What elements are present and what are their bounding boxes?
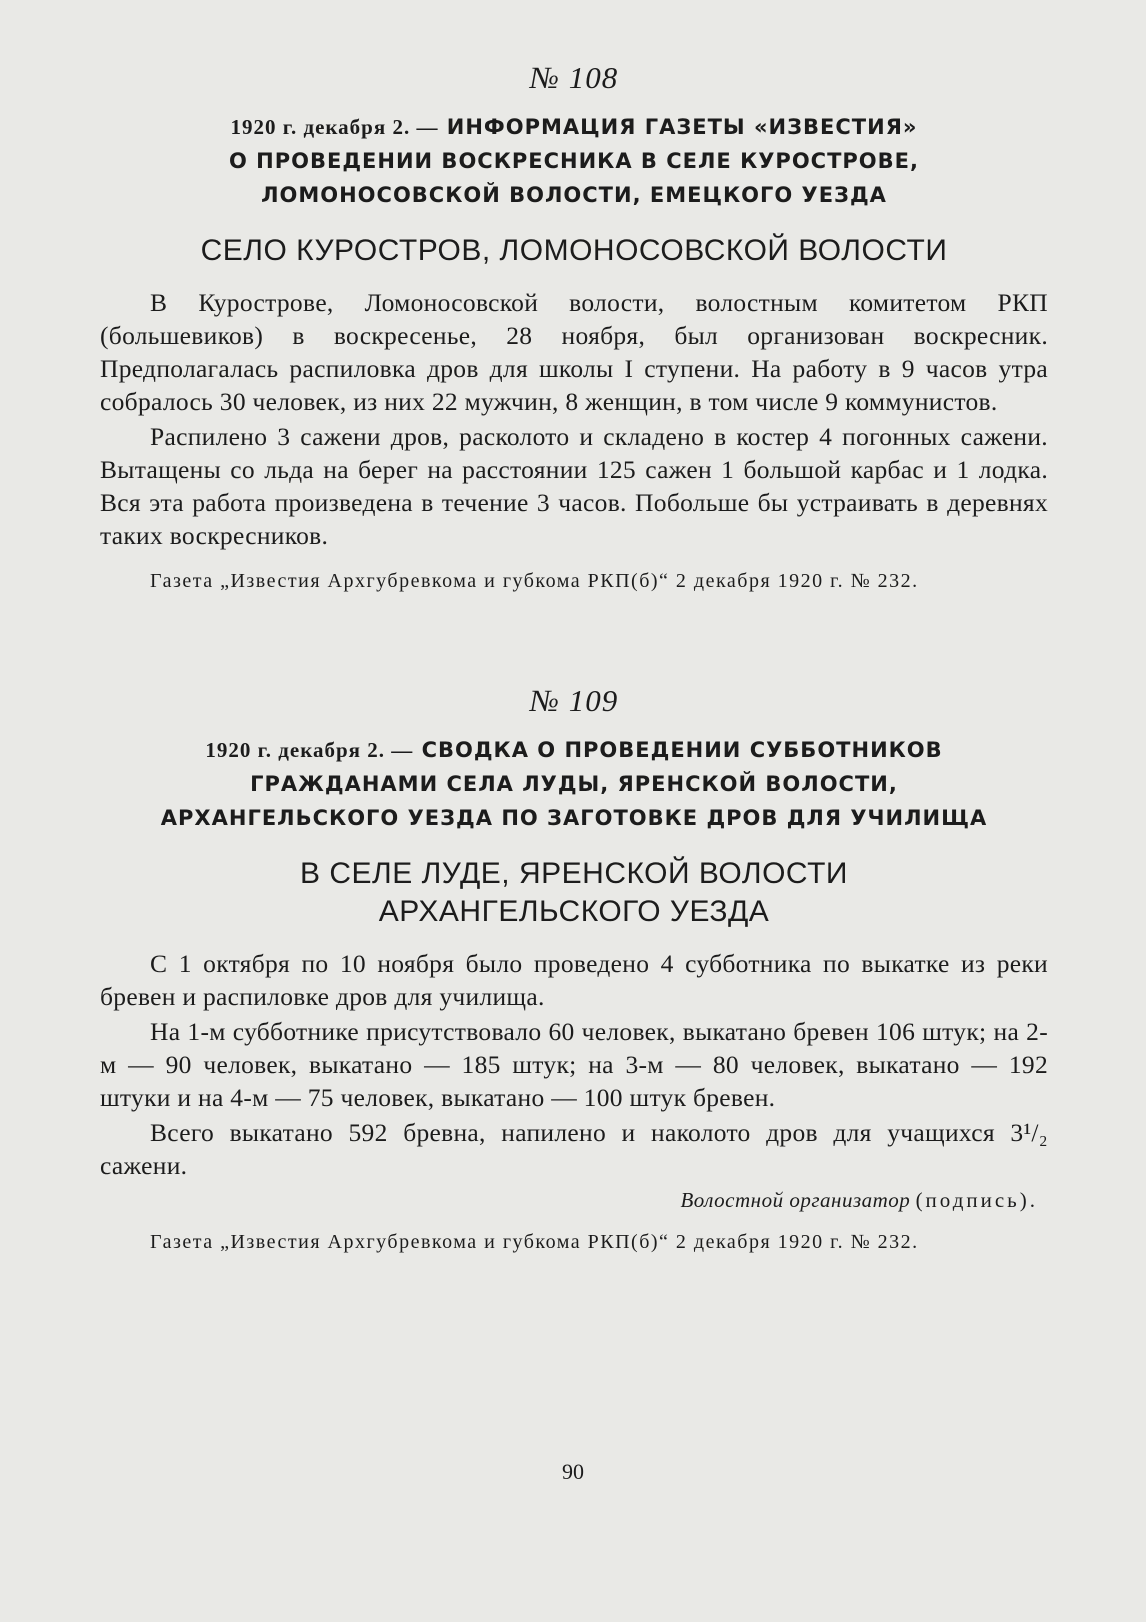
document-number: № 108 — [529, 60, 619, 95]
paragraph: Всего выкатано 592 бревна, напилено и наколото дров для учащихся 3¹/₂ сажени. — [100, 1118, 1048, 1180]
heading-line: ИНФОРМАЦИЯ ГАЗЕТЫ «ИЗВЕСТИЯ» — [446, 115, 918, 139]
paragraph: С 1 октября по 10 ноября было проведено 4 субботника по выкатке из реки бревен и распиловке дров для училища. — [100, 949, 1048, 1011]
heading-line: АРХАНГЕЛЬСКОГО УЕЗДА ПО ЗАГОТОВКЕ ДРОВ ДЛЯ УЧИЛИЩА — [160, 806, 988, 830]
page-number: 90 — [562, 1459, 584, 1484]
article-title-line: АРХАНГЕЛЬСКОГО УЕЗДА — [378, 895, 770, 928]
document-page — [100, 60, 1048, 1256]
signature-note: (подпись). — [915, 1188, 1038, 1212]
heading-line: СВОДКА О ПРОВЕДЕНИИ СУББОТНИКОВ — [421, 738, 943, 762]
heading-date: 1920 г. декабря 2. — — [230, 115, 439, 139]
document-number: № 109 — [529, 683, 619, 718]
document-109 — [100, 683, 1048, 1256]
document-108 — [100, 60, 1048, 595]
paragraph: На 1-м субботнике присутствовало 60 человек, выкатано бревен 106 штук; на 2-м — 90 человек, выкатано — 185 штук; на 3-м — 80 человек, выкатано — 192 штуки и на 4-м — 75 человек, выкатано — 100 штук бревен. — [100, 1017, 1048, 1112]
document-heading — [100, 110, 1048, 212]
source-citation: Газета „Известия Архгубревкома и губкома РКП(б)“ 2 декабря 1920 г. № 232. — [150, 570, 919, 592]
heading-line: ЛОМОНОСОВСКОЙ ВОЛОСТИ, ЕМЕЦКОГО УЕЗДА — [261, 183, 887, 207]
article-title: СЕЛО КУРОСТРОВ, ЛОМОНОСОВСКОЙ ВОЛОСТИ — [200, 234, 948, 267]
source-citation: Газета „Известия Архгубревкома и губкома РКП(б)“ 2 декабря 1920 г. № 232. — [150, 1231, 919, 1253]
heading-date: 1920 г. декабря 2. — — [205, 738, 414, 762]
document-heading — [100, 733, 1048, 835]
signature — [100, 1188, 1048, 1213]
section-separator — [100, 595, 1048, 683]
paragraph: Распилено 3 сажени дров, расколото и складено в костер 4 погонных сажени. Вытащены со льда на берег на расстоянии 125 сажен 1 большой карбас и 1 лодка. Вся эта работа произведена в течение 3 часов. Побольше бы устраивать в деревнях таких воскресников. — [100, 422, 1048, 550]
paragraph: В Куростровe, Ломоносовской волости, волостным комитетом РКП (большевиков) в воскресенье, 28 ноября, был организован воскресник. Предполагалась распиловка дров для школы I ступени. На работу в 9 часов утра собралось 30 человек, из них 22 мужчин, 8 женщин, в том числе 9 коммунистов. — [100, 288, 1048, 416]
article-title-line: В СЕЛЕ ЛУДЕ, ЯРЕНСКОЙ ВОЛОСТИ — [300, 857, 848, 890]
article-title — [100, 855, 1048, 931]
heading-line: О ПРОВЕДЕНИИ ВОСКРЕСНИКА В СЕЛЕ КУРОСТРОВЕ, — [229, 149, 919, 173]
signature-role: Волостной организатор — [680, 1188, 911, 1212]
heading-line: ГРАЖДАНАМИ СЕЛА ЛУДЫ, ЯРЕНСКОЙ ВОЛОСТИ, — [250, 772, 898, 796]
